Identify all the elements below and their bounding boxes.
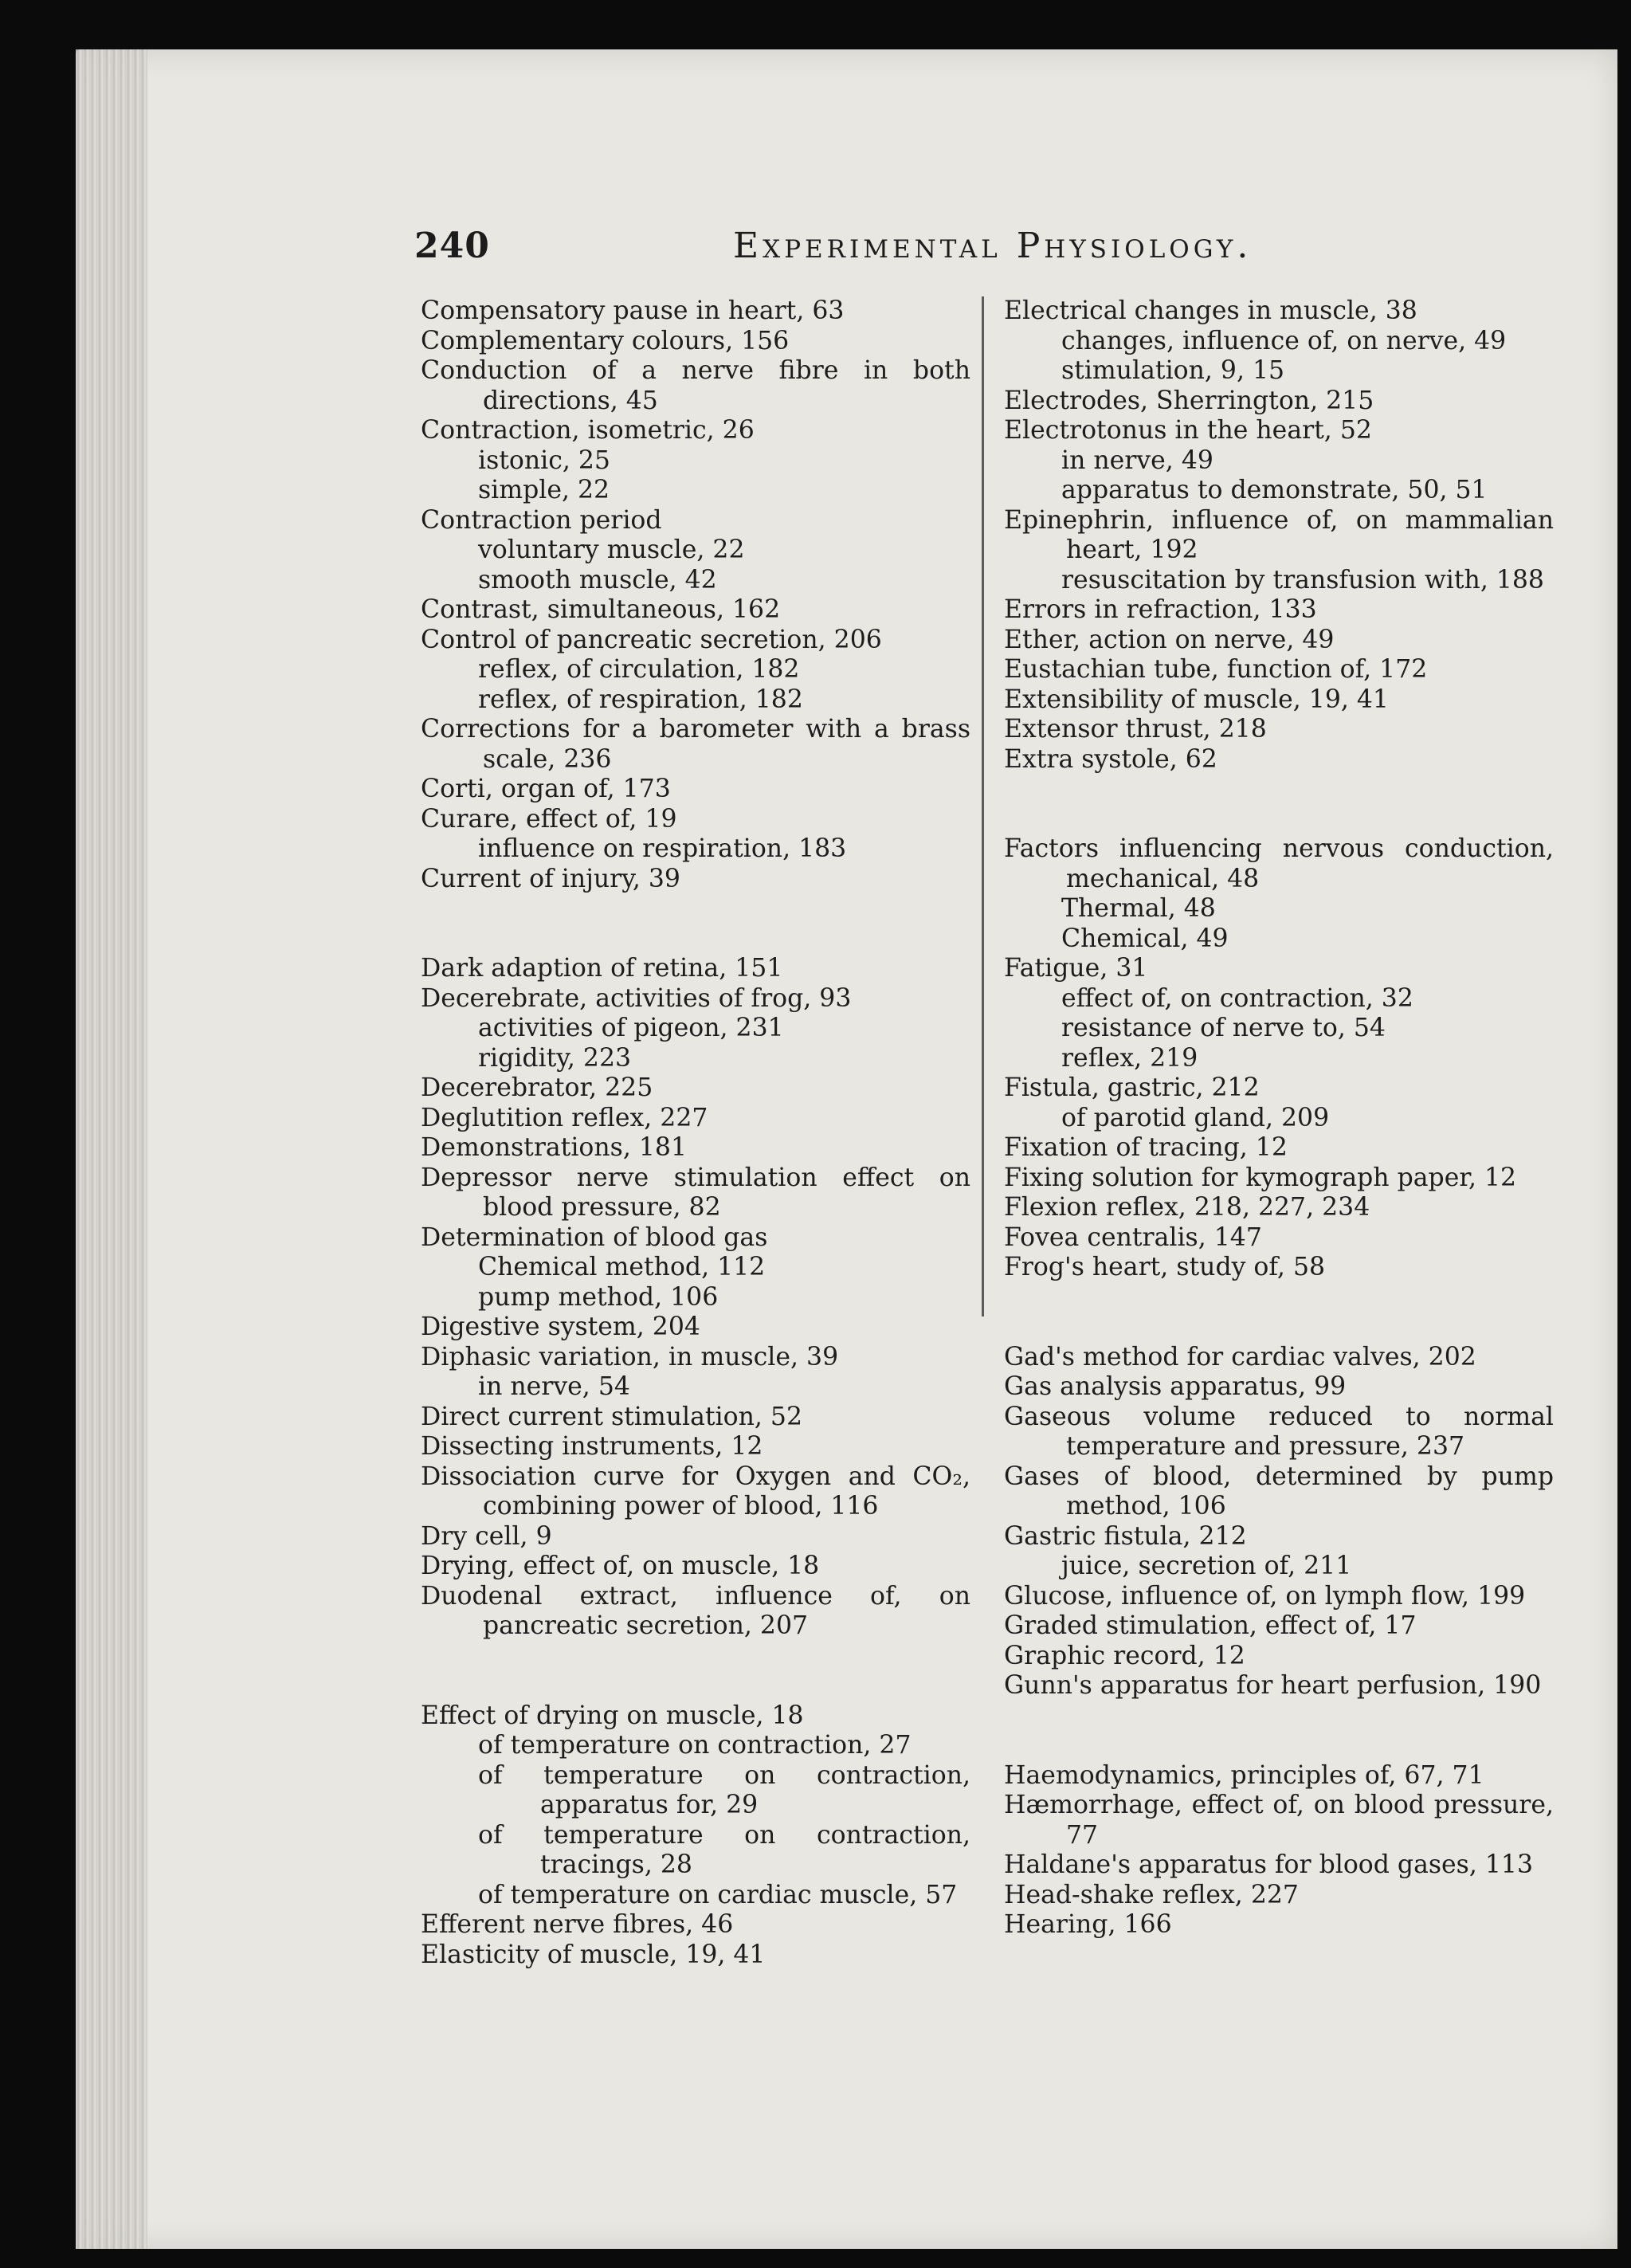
section-gap — [421, 1642, 970, 1701]
index-entry: Hæmorrhage, effect of, on blood pressure, 77 — [1004, 1791, 1554, 1850]
index-entry: Effect of drying on muscle, 18 — [421, 1701, 804, 1730]
index-subentry: in nerve, 49 — [1061, 445, 1213, 475]
index-subentry: influence on respiration, 183 — [478, 834, 847, 863]
index-subentry: of temperature on contraction, 27 — [478, 1731, 912, 1760]
index-entry: Contrast, simultaneous, 162 — [421, 595, 781, 624]
index-entry: Frog's heart, study of, 58 — [1004, 1253, 1326, 1281]
index-entry: Extensor thrust, 218 — [1004, 715, 1267, 744]
index-subentry: of temperature on cardiac muscle, 57 — [478, 1880, 958, 1909]
index-entry: Gastric fistula, 212 — [1004, 1521, 1247, 1551]
index-entry: Corti, organ of, 173 — [421, 775, 671, 803]
index-entry: Decerebrator, 225 — [421, 1073, 653, 1102]
section-gap — [1004, 1283, 1554, 1343]
column-divider — [982, 296, 984, 1316]
index-entry: Fistula, gastric, 212 — [1004, 1073, 1260, 1102]
index-subentry: reflex, 219 — [1061, 1043, 1198, 1073]
index-entry: Drying, effect of, on muscle, 18 — [421, 1552, 820, 1580]
index-entry: Haemodynamics, principles of, 67, 71 — [1004, 1760, 1484, 1790]
index-entry: Conduction of a nerve fibre in both directions, 45 — [421, 356, 970, 415]
index-subentry: voluntary muscle, 22 — [478, 536, 745, 564]
index-entry: Head-shake reflex, 227 — [1004, 1880, 1299, 1909]
index-subentry: of temperature on contraction, apparatus for, 29 — [478, 1760, 970, 1819]
index-entry: Fixation of tracing, 12 — [1004, 1133, 1288, 1162]
page-edge — [76, 49, 147, 2249]
index-entry: Fovea centralis, 147 — [1004, 1222, 1262, 1252]
index-entry: Complementary colours, 156 — [421, 326, 790, 355]
index-subentry: simple, 22 — [478, 476, 610, 504]
index-entry: Corrections for a barometer with a brass scale, 236 — [421, 715, 970, 774]
index-entry: Gases of blood, determined by pump method, 106 — [1004, 1462, 1554, 1521]
index-subentry: resuscitation by transfusion with, 188 — [1061, 565, 1544, 594]
index-subentry: of temperature on contraction, tracings, 28 — [478, 1820, 970, 1879]
index-entry: Dissociation curve for Oxygen and CO₂, combining power of blood, 116 — [421, 1462, 970, 1521]
section-gap — [421, 894, 970, 954]
index-entry: Extensibility of muscle, 19, 41 — [1004, 685, 1389, 714]
index-entry: Gaseous volume reduced to normal temperature and pressure, 237 — [1004, 1402, 1554, 1461]
page-number: 240 — [414, 226, 490, 266]
index-subentry: resistance of nerve to, 54 — [1061, 1014, 1386, 1042]
index-entry: Gunn's apparatus for heart perfusion, 190 — [1004, 1671, 1542, 1700]
index-subentry: juice, secretion of, 211 — [1061, 1552, 1352, 1580]
index-entry: Deglutition reflex, 227 — [421, 1103, 708, 1132]
index-column-right — [1004, 296, 1554, 1940]
index-entry: Control of pancreatic secretion, 206 — [421, 625, 882, 654]
index-entry: Graded stimulation, effect of, 17 — [1004, 1611, 1417, 1640]
index-entry: Electrotonus in the heart, 52 — [1004, 416, 1372, 445]
index-entry: Current of injury, 39 — [421, 864, 680, 893]
index-subentry: Thermal, 48 — [1061, 894, 1216, 923]
index-entry: Fatigue, 31 — [1004, 954, 1148, 983]
index-subentry: activities of pigeon, 231 — [478, 1014, 784, 1042]
index-column-left — [421, 296, 970, 1970]
page-header — [414, 226, 1291, 273]
index-entry: Digestive system, 204 — [421, 1313, 700, 1341]
index-entry: Graphic record, 12 — [1004, 1641, 1245, 1670]
index-entry: Flexion reflex, 218, 227, 234 — [1004, 1193, 1370, 1222]
index-entry: Elasticity of muscle, 19, 41 — [421, 1940, 766, 1969]
section-gap — [1004, 775, 1554, 834]
running-title: Experimental Physiology. — [733, 226, 1253, 266]
index-subentry: reflex, of circulation, 182 — [478, 655, 800, 684]
index-subentry: stimulation, 9, 15 — [1061, 356, 1285, 385]
index-entry: Curare, effect of, 19 — [421, 804, 677, 834]
index-entry: Decerebrate, activities of frog, 93 — [421, 983, 852, 1013]
index-entry: Ether, action on nerve, 49 — [1004, 625, 1335, 654]
index-entry: Electrical changes in muscle, 38 — [1004, 296, 1417, 325]
index-entry: Haldane's apparatus for blood gases, 113 — [1004, 1850, 1533, 1879]
index-entry: Fixing solution for kymograph paper, 12 — [1004, 1163, 1517, 1192]
index-subentry: reflex, of respiration, 182 — [478, 685, 803, 714]
index-entry: Eustachian tube, function of, 172 — [1004, 655, 1428, 684]
index-entry: Dissecting instruments, 12 — [421, 1432, 763, 1461]
index-entry: Factors influencing nervous conduction, mechanical, 48 — [1004, 834, 1554, 893]
index-entry: Gas analysis apparatus, 99 — [1004, 1372, 1347, 1401]
index-entry: Efferent nerve fibres, 46 — [421, 1910, 734, 1939]
index-entry: Depressor nerve stimulation effect on blood pressure, 82 — [421, 1163, 970, 1222]
index-entry: Hearing, 166 — [1004, 1910, 1172, 1939]
index-entry: Epinephrin, influence of, on mammalian heart, 192 — [1004, 505, 1554, 564]
index-entry: Direct current stimulation, 52 — [421, 1402, 802, 1431]
index-entry: Errors in refraction, 133 — [1004, 595, 1317, 624]
index-subentry: istonic, 25 — [478, 445, 610, 475]
index-entry: Compensatory pause in heart, 63 — [421, 296, 845, 325]
index-entry: Contraction period — [421, 505, 662, 535]
index-subentry: apparatus to demonstrate, 50, 51 — [1061, 476, 1488, 504]
index-entry: Gad's method for cardiac valves, 202 — [1004, 1342, 1476, 1371]
index-subentry: effect of, on contraction, 32 — [1061, 983, 1413, 1013]
index-entry: Diphasic variation, in muscle, 39 — [421, 1342, 839, 1371]
index-subentry: in nerve, 54 — [478, 1372, 630, 1401]
index-entry: Dry cell, 9 — [421, 1521, 552, 1551]
index-entry: Extra systole, 62 — [1004, 744, 1217, 774]
index-entry: Dark adaption of retina, 151 — [421, 954, 783, 983]
index-entry: Duodenal extract, influence of, on pancreatic secretion, 207 — [421, 1581, 970, 1640]
index-entry: Electrodes, Sherrington, 215 — [1004, 386, 1374, 415]
index-entry: Contraction, isometric, 26 — [421, 416, 755, 445]
index-subentry: Chemical method, 112 — [478, 1253, 766, 1281]
index-entry: Glucose, influence of, on lymph flow, 199 — [1004, 1581, 1526, 1611]
index-subentry: pump method, 106 — [478, 1282, 719, 1312]
index-entry: Demonstrations, 181 — [421, 1133, 687, 1162]
index-subentry: of parotid gland, 209 — [1061, 1103, 1330, 1132]
index-subentry: rigidity, 223 — [478, 1043, 632, 1073]
index-subentry: changes, influence of, on nerve, 49 — [1061, 326, 1507, 355]
index-entry: Determination of blood gas — [421, 1222, 768, 1252]
index-subentry: smooth muscle, 42 — [478, 565, 717, 594]
index-subentry: Chemical, 49 — [1061, 924, 1229, 953]
section-gap — [1004, 1701, 1554, 1761]
